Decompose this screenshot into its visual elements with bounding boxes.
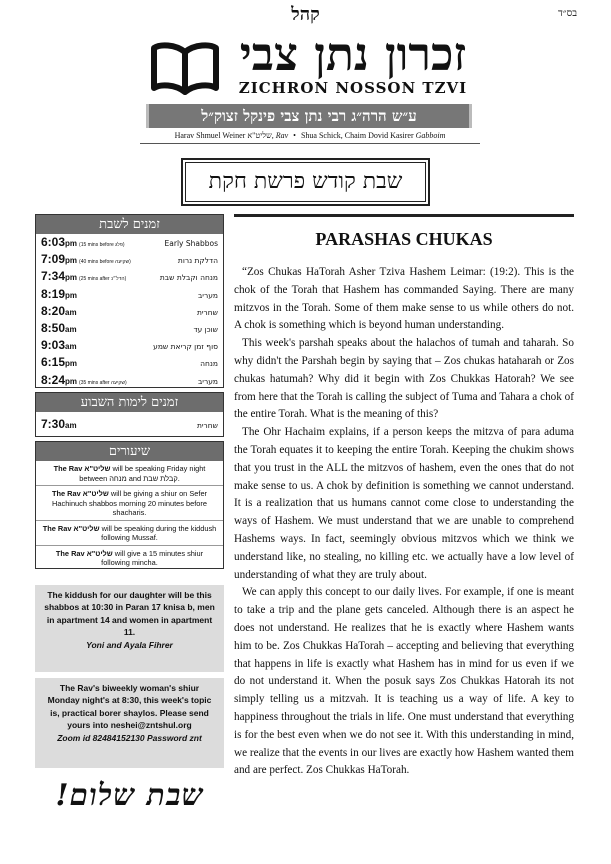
bsd-mark: בס״ד: [558, 8, 578, 19]
zman-time: 7:09pm (40 mins before שקיעה): [41, 252, 131, 267]
shiurim-box: [35, 441, 224, 569]
zman-time: 8:50am: [41, 320, 77, 335]
gabboim-title: Gabboim: [415, 131, 446, 140]
zman-time: 8:24pm (35 mins after שקיעה): [41, 372, 127, 387]
open-book-icon: [150, 42, 220, 96]
zman-label: מעריב: [197, 290, 218, 300]
shiur-description: will be giving a shiur on Sefer Hachinuch shabbos morning 20 minutes before shacharis.: [52, 489, 208, 517]
article-paragraph: “Zos Chukas HaTorah Asher Tziva Hashem Leimar: (19:2). This is the chok of the Torah that Hashem has commanded Saying. There are many mitzvos in the Torah. Some of them make sense to us while others do not. A chok is something which is beyond human understanding.: [234, 266, 574, 332]
staff-line: Harav Shmuel Weiner שליט"א, Rav • Shua Schick, Chaim Dovid Kasirer Gabboim: [140, 131, 480, 144]
kiddush-signature: Yoni and Ayala Fihrer: [86, 639, 173, 650]
zman-label: מנחה וקבלת שבת: [159, 273, 218, 283]
article-top-rule: [234, 214, 574, 217]
zman-time: 8:20am: [41, 303, 77, 318]
zmanim-row: [36, 286, 223, 303]
zman-time: 6:03pm (15 mins before פלג): [41, 235, 125, 249]
zman-label: מעריב: [197, 376, 218, 386]
weekday-time: 7:30am: [41, 417, 77, 431]
weekday-row: [36, 412, 223, 436]
zoom-details: Zoom id 82484152130 Password znt: [57, 732, 202, 743]
kiddush-notice: [35, 585, 224, 672]
shiur-speaker: The Rav שליט"א: [53, 464, 111, 473]
shiur-speaker: The Rav שליט"א: [42, 523, 100, 533]
article-body: [234, 264, 574, 780]
shiur-description: will be speaking during the kiddush following Mussaf.: [99, 523, 217, 542]
article-paragraph: We can apply this concept to our daily lives. For example, if one is meant to take a trip and the plane gets canceled. Although there is an aspect he does not understand. He realizes that he is exactly where Hashem wants him to be. Zos Chukkas HaTorah – accepting and believing that everything that happens in life is exactly what Hashem has in mind for us even if we do not understand it. When the posuk says Zos Chukkas Hatorah its not simply telling us a mitzvah. It is teaching us a way of life. A key to happiness throughout the trials in life. One must understand that everything is for the best even when we do not see it. With this understanding in mind, we realize that the events in our lives are exactly how Hashem wanted them and are perfect. Zos Chukkas HaTorah.: [234, 586, 574, 777]
weekday-heading: זמנים לימות השבוע: [36, 393, 223, 412]
zman-label: הדלקת נרות: [177, 256, 218, 266]
zmanim-row: [36, 234, 223, 251]
hebrew-title: זכרון נתן צבי: [239, 27, 467, 81]
shiur-description: will give a 15 minutes shiur following mincha.: [101, 548, 204, 567]
rav-title: Rav: [275, 131, 289, 140]
article-paragraph: The Ohr Hachaim explains, if a person keeps the mitzva of para aduma the Torah equates it to keeping the entire Torah. Keeping the chukim shows that you trust in the ALL the mitzvos of hashem, even the ones that do not make sense to us. A chok by definition is something we cannot understand. It is a realization that us humans cannot come close to understanding the ways of Hashem. We must understand that we are unable to comprehend Hashems ways. In fact, seemingly obvious mitzvos which we think we understand like, no stealing, no killing etc. we actually have a low level of understanding of what they are truly about.: [234, 426, 574, 581]
zmanim-row: [36, 303, 223, 320]
kiddush-text: The kiddush for our daughter will be this shabbos at 10:30 in Paran 17 knisa b, men in apartment 14 and women in apartment 11.: [44, 590, 215, 638]
zman-label: Early Shabbos: [164, 239, 218, 248]
shiur-item: [36, 485, 223, 520]
zman-time: 7:34pm (25 mins after הדל״נ): [41, 269, 127, 284]
parsha-heading: שבת קודש פרשת חקת: [185, 162, 426, 202]
zmanim-row: [36, 354, 223, 371]
zman-label: מנחה: [200, 359, 218, 369]
womens-shiur-text: The Rav's biweekly woman's shiur Monday night's at 8:30, this week's topic is, practical borer shaylos. Please send yours into neshei@zntshul.org: [47, 683, 212, 731]
shabbat-shalom-greeting: שבת שלום!: [55, 778, 204, 813]
zman-time: 9:03am: [41, 338, 77, 353]
memorial-banner: ע״ש הרה״ג רבי נתן צבי פינקל זצוק״ל: [146, 104, 472, 128]
kahal-label: קהל: [291, 4, 320, 25]
english-title: ZICHRON NOSSON TZVI: [238, 79, 468, 97]
zmanim-shabbos-box: [35, 214, 224, 388]
zman-time: 6:15pm: [41, 355, 78, 370]
zmanim-row: [36, 320, 223, 337]
zmanim-row: [36, 251, 223, 268]
zman-label: שוכן עד: [193, 324, 218, 334]
article-paragraph: This week's parshah speaks about the halachos of tumah and taharah. So why didn't the Parshah begin by saying that – Zos chukas hataharah or Zos chukas hatumah? Why did it begin with Zos Chukkas Hatorah? We see from here that the Torah is calling the subject of Tuma and Tahara a chok of the entire Torah. What is the meaning of this?: [234, 337, 574, 421]
zman-time: 8:19pm: [41, 286, 78, 301]
zmanim-row: [36, 337, 223, 354]
shiur-speaker: The Rav שליט"א: [55, 548, 113, 558]
article-title: PARASHAS CHUKAS: [315, 229, 493, 249]
shiur-item: [36, 520, 223, 545]
shiur-description: will be speaking Friday night between מנחה and קבלת שבת.: [79, 464, 206, 483]
zmanim-heading: זמנים לשבת: [36, 215, 223, 234]
shiur-speaker: The Rav שליט"א: [51, 489, 109, 498]
shiur-item: [36, 545, 223, 570]
zmanim-row: [36, 372, 223, 389]
weekday-zmanim-box: [35, 392, 224, 437]
parsha-heading-box: [181, 158, 430, 206]
shiurim-heading: שיעורים: [36, 442, 223, 461]
zman-label: שחרית: [196, 307, 218, 317]
weekday-label: שחרית: [196, 421, 218, 430]
womens-shiur-notice: [35, 678, 224, 768]
gabboim-names: Shua Schick, Chaim Dovid Kasirer: [300, 131, 414, 140]
zman-label: סוף זמן קריאת שמע: [153, 342, 218, 352]
shiur-item: [36, 461, 223, 485]
rav-name: Harav Shmuel Weiner שליט"א: [174, 131, 272, 140]
